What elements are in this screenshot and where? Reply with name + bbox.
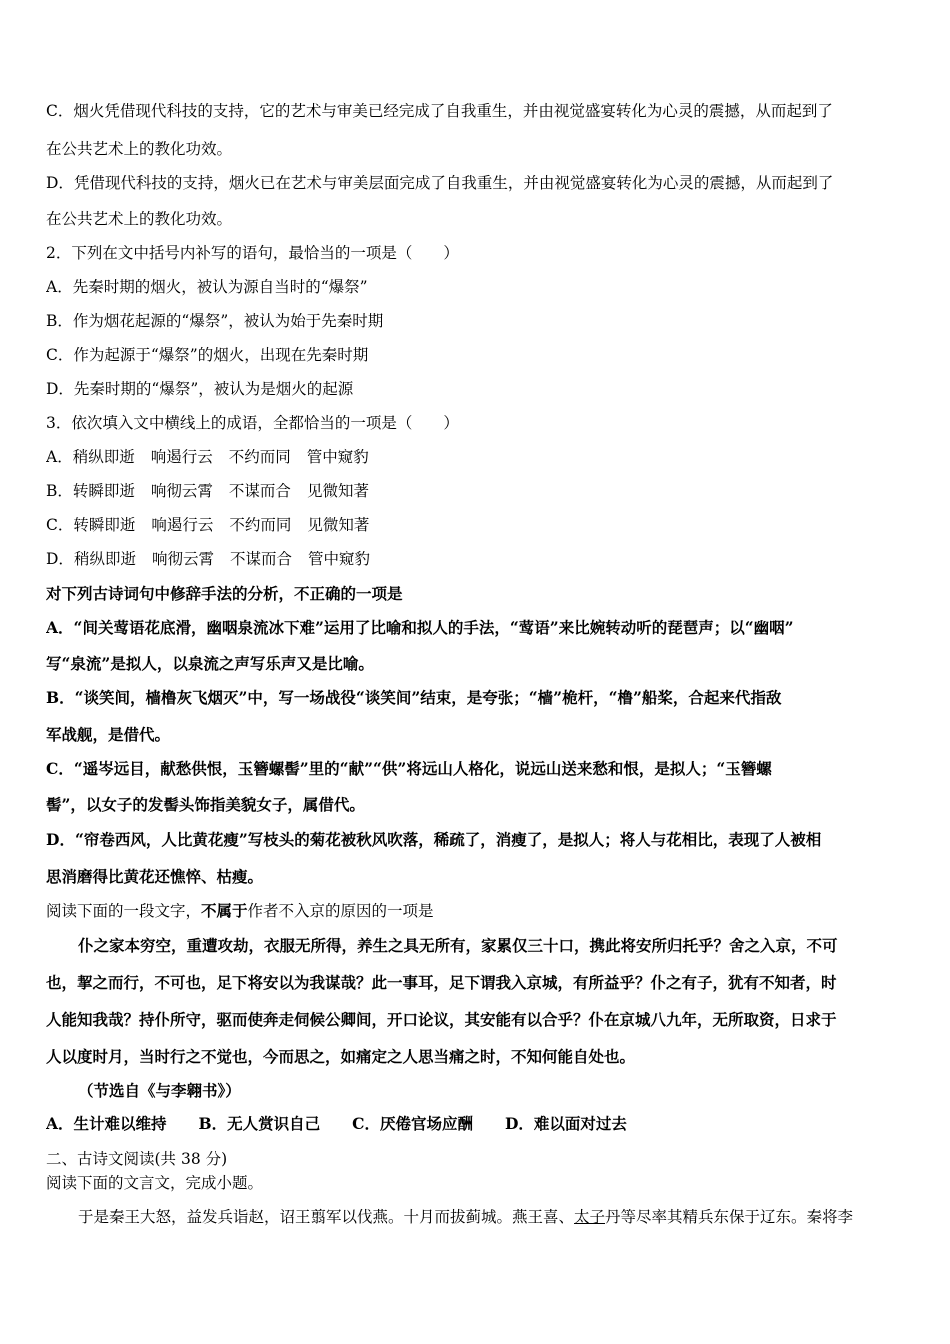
idiom: 转瞬即逝 bbox=[73, 516, 136, 534]
q2-stem: 2．下列在文中括号内补写的语句，最恰当的一项是（ ） bbox=[46, 244, 459, 262]
option-d: D．难以面对过去 bbox=[504, 1114, 627, 1133]
section-heading: 二、古诗文阅读(共 38 分) bbox=[46, 1150, 228, 1168]
q4-option-a-line1: A．“间关莺语花底滑，幽咽泉流冰下难”运用了比喻和拟人的手法，“莺语”来比婉转动听的琵琶声；以“幽咽” bbox=[46, 618, 794, 637]
q5-source: （节选自《与李翱书》） bbox=[78, 1081, 241, 1100]
q4-option-c-line2: 髻”，以女子的发髻头饰指美貌女子，属借代。 bbox=[46, 795, 365, 814]
q5-options bbox=[46, 1113, 910, 1135]
option-letter: B． bbox=[46, 482, 73, 500]
stem-text: 阅读下面的一段文字， bbox=[46, 902, 202, 920]
q3-option-b bbox=[46, 480, 910, 502]
stem-text: 作者不入京的原因的一项是 bbox=[247, 902, 434, 920]
option-c: C．厌倦官场应酬 bbox=[352, 1114, 473, 1133]
q4-option-b-line2: 军战舰，是借代。 bbox=[46, 725, 171, 744]
idiom: 响彻云霄 bbox=[151, 550, 214, 568]
q4-option-d-line1: D．“帘卷西风，人比黄花瘦”写枝头的菊花被秋风吹落，稀疏了，消瘦了，是拟人；将人与花相比，表现了人被相 bbox=[46, 830, 822, 849]
passage-text: 丹等尽率其精兵东保于辽东。秦将李 bbox=[605, 1208, 854, 1226]
q4-option-c-line1: C．“遥岑远目，献愁供恨，玉簪螺髻”里的“献”“供”将远山人格化，说远山送来愁和恨，是拟人；“玉簪螺 bbox=[46, 759, 772, 778]
q2-option-c: C．作为起源于“爆祭”的烟火，出现在先秦时期 bbox=[46, 346, 369, 364]
q3-option-c bbox=[46, 514, 910, 536]
option-letter: A． bbox=[46, 448, 73, 466]
q2-option-a: A．先秦时期的烟火，被认为源自当时的“爆祭” bbox=[46, 278, 368, 296]
idiom: 见微知著 bbox=[306, 482, 369, 500]
passage-text: 于是秦王大怒，益发兵诣赵，诏王翦军以伐燕。十月而拔蓟城。燕王喜、 bbox=[78, 1208, 575, 1226]
stem-emphasis: 不属于 bbox=[201, 901, 248, 920]
q1-option-c-line1: C．烟火凭借现代科技的支持，它的艺术与审美已经完成了自我重生，并由视觉盛宴转化为心灵的震撼，从而起到了 bbox=[46, 102, 833, 120]
q3-option-a bbox=[46, 446, 910, 468]
option-letter: C． bbox=[46, 516, 74, 534]
option-a: A．生计难以维持 bbox=[46, 1114, 167, 1133]
q4-option-d-line2: 思消磨得比黄花还憔悴、枯瘦。 bbox=[46, 867, 264, 886]
q1-option-c-line2: 在公共艺术上的教化功效。 bbox=[46, 140, 233, 158]
idiom: 稍纵即逝 bbox=[72, 448, 135, 466]
q3-stem: 3．依次填入文中横线上的成语，全都恰当的一项是（ ） bbox=[46, 414, 459, 432]
q5-stem bbox=[46, 900, 910, 922]
option-b: B．无人赏识自己 bbox=[198, 1114, 321, 1133]
section-instruction: 阅读下面的文言文，完成小题。 bbox=[46, 1174, 264, 1192]
idiom: 稍纵即逝 bbox=[73, 550, 136, 568]
q1-option-d-line2: 在公共艺术上的教化功效。 bbox=[46, 210, 233, 228]
q4-option-b-line1: B．“谈笑间，樯橹灰飞烟灭”中，写一场战役“谈笑间”结束，是夸张；“樯”桅杆，“橹”船桨，合起来代指敌 bbox=[46, 688, 782, 707]
idiom: 响遏行云 bbox=[151, 516, 214, 534]
q4-option-a-line2: 写“泉流”是拟人，以泉流之声写乐声又是比喻。 bbox=[46, 654, 374, 673]
q5-passage-line1: 仆之家本穷空，重遭攻劫，衣服无所得，养生之具无所有，家累仅三十口，携此将安所归托乎？舍之入京，不可 bbox=[78, 936, 838, 955]
classical-passage-line1 bbox=[78, 1206, 910, 1228]
q3-option-d bbox=[46, 548, 910, 570]
idiom: 响彻云霄 bbox=[150, 482, 213, 500]
q5-passage-line3: 人能知我哉？持仆所守，驱而使奔走伺候公卿间，开口论议，其安能有以合乎？仆在京城八九年，无所取资，日求于 bbox=[46, 1010, 837, 1029]
q4-stem: 对下列古诗词句中修辞手法的分析，不正确的一项是 bbox=[46, 584, 403, 603]
underlined-term: 太子 bbox=[574, 1208, 606, 1226]
option-letter: D． bbox=[46, 550, 74, 568]
q5-passage-line2: 也，挈之而行，不可也，足下将安以为我谋哉？此一事耳，足下谓我入京城，有所益乎？仆之有子，犹有不知者，时 bbox=[46, 973, 837, 992]
idiom: 见微知著 bbox=[307, 516, 370, 534]
idiom: 不约而同 bbox=[229, 516, 292, 534]
idiom: 不约而同 bbox=[228, 448, 291, 466]
q2-option-d: D．先秦时期的“爆祭”，被认为是烟火的起源 bbox=[46, 380, 354, 398]
idiom: 响遏行云 bbox=[150, 448, 213, 466]
idiom: 不谋而合 bbox=[228, 482, 291, 500]
idiom: 不谋而合 bbox=[229, 550, 292, 568]
q2-option-b: B．作为烟花起源的“爆祭”，被认为始于先秦时期 bbox=[46, 312, 384, 330]
idiom: 转瞬即逝 bbox=[72, 482, 135, 500]
idiom: 管中窥豹 bbox=[306, 448, 369, 466]
q5-passage-line4: 人以度时月，当时行之不觉也，今而思之，如痛定之人思当痛之时，不知何能自处也。 bbox=[46, 1047, 636, 1066]
idiom: 管中窥豹 bbox=[307, 550, 370, 568]
q1-option-d-line1: D．凭借现代科技的支持，烟火已在艺术与审美层面完成了自我重生，并由视觉盛宴转化为心灵的震撼，从而起到了 bbox=[46, 174, 834, 192]
